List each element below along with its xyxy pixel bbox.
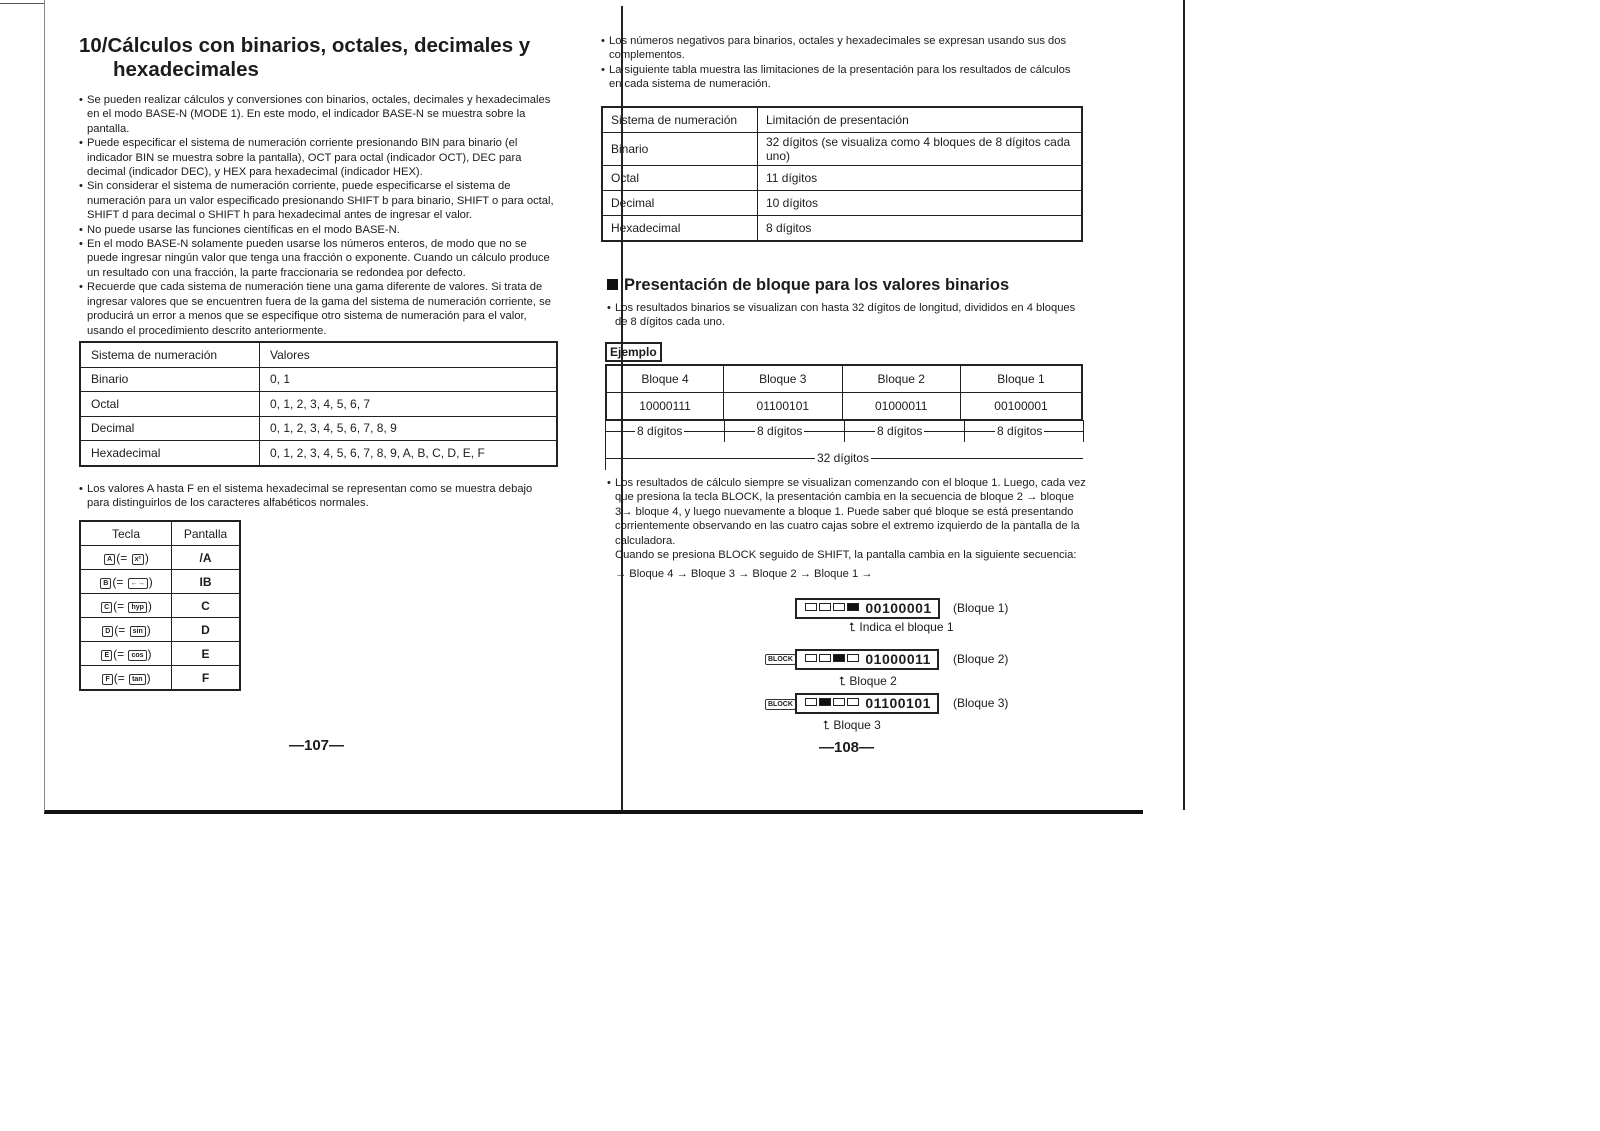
header-valores: Valores	[260, 342, 558, 367]
section-title	[607, 276, 1009, 295]
bullet-1: • Se pueden realizar cálculos y conversiones con binarios, octales, decimales y hexadecimales en el modo BASE-N (MODE 1). En este modo, el indicador BASE-N se muestra sobre la pantalla.	[79, 93, 557, 136]
key-cell: A (= x² )	[80, 546, 172, 570]
block-box-icon	[805, 698, 817, 706]
header-pantalla: Pantalla	[172, 521, 241, 546]
block-key-icon: BLOCK	[765, 654, 796, 665]
table-row	[80, 441, 557, 466]
key-cell: E (= cos )	[80, 642, 172, 666]
table-row	[602, 107, 1082, 133]
display-label: (Bloque 1)	[953, 601, 1009, 615]
key-icon: sin	[130, 626, 146, 637]
title-line-2: hexadecimales	[113, 58, 259, 81]
display-note-text: Bloque 2	[849, 674, 897, 688]
block-box-icon	[847, 698, 859, 706]
display-note	[839, 674, 897, 689]
block-header: Bloque 1	[960, 365, 1082, 393]
cell-limit: 8 dígitos	[758, 216, 1083, 242]
indicator-arrow-icon: ⮤	[839, 674, 850, 688]
table-row	[80, 342, 557, 367]
key-icon: ←→	[128, 578, 148, 589]
hex-note	[79, 482, 557, 511]
header-sistema: Sistema de numeración	[602, 107, 758, 133]
key-cell: F (= tan )	[80, 666, 172, 691]
key-icon: C	[101, 602, 112, 613]
block-header: Bloque 2	[842, 365, 960, 393]
key-table	[79, 520, 241, 691]
page-number-108: —108—	[819, 739, 875, 756]
shift-text: Cuando se presiona BLOCK seguido de SHIFT, la pantalla cambia en la siguiente secuencia:	[615, 549, 1077, 562]
manual-spread	[44, 0, 1143, 814]
block-box-icon	[805, 654, 817, 662]
section-title-text: Presentación de bloque para los valores binarios	[624, 276, 1010, 294]
cell-system: Decimal	[602, 191, 758, 216]
header-sistema: Sistema de numeración	[80, 342, 260, 367]
result-text-block	[607, 476, 1087, 582]
cell-limit: 10 dígitos	[758, 191, 1083, 216]
values-table	[79, 341, 558, 467]
bullet-3: • Sin considerar el sistema de numeración corriente, puede especificarse el sistema de numeración para un valor especificado presionando SHIFT b para binario, SHIFT o para octal, SHIFT d para decimal o SHIFT h para hexadecimal antes de ingresar el valor.	[79, 179, 557, 222]
indicator-arrow-icon: ⮤	[823, 718, 834, 732]
key-icon: E	[101, 650, 112, 661]
display-char: D	[172, 618, 241, 642]
display-note-text: Indica el bloque 1	[859, 620, 954, 634]
block-value: 00100001	[960, 393, 1082, 421]
table-row	[602, 166, 1082, 191]
key-cell: B (= ←→ )	[80, 570, 172, 594]
block-table	[605, 364, 1083, 421]
display-char: IB	[172, 570, 241, 594]
display-char: /A	[172, 546, 241, 570]
block-box-icon	[819, 603, 831, 611]
block-value: 01100101	[724, 393, 842, 421]
display-block-1	[795, 598, 940, 619]
key-icon: D	[102, 626, 113, 637]
bullet-2: • Puede especificar el sistema de numeración corriente presionando BIN para binario (el indicador BIN se muestra sobre la pantalla), OCT para octal (indicador OCT), DEC para decimal (indicador DEC), y HEX para hexadecimal (indicador HEX).	[79, 136, 557, 179]
cell-system: Octal	[602, 166, 758, 191]
table-row	[606, 393, 1082, 421]
cell-system: Octal	[80, 392, 260, 417]
digits-label: 8 dígitos	[637, 424, 683, 438]
table-row	[80, 618, 240, 642]
key-icon: F	[102, 674, 112, 685]
cell-system: Hexadecimal	[602, 216, 758, 242]
block-key-icon: BLOCK	[765, 699, 796, 710]
key-icon: tan	[129, 674, 146, 685]
cell-system: Binario	[602, 133, 758, 166]
cell-limit: 32 dígitos (se visualiza como 4 bloques de 8 dígitos cada uno)	[758, 133, 1083, 166]
block-value: 01000011	[842, 393, 960, 421]
block-value: 10000111	[606, 393, 724, 421]
key-icon: B	[100, 578, 111, 589]
block-box-icon	[833, 603, 845, 611]
digits-label: 8 dígitos	[877, 424, 923, 438]
display-char: E	[172, 642, 241, 666]
table-row	[80, 367, 557, 392]
table-row	[602, 191, 1082, 216]
arrow-tick	[724, 420, 725, 442]
header-tecla: Tecla	[80, 521, 172, 546]
intro-bullets	[79, 93, 557, 338]
block-box-filled-icon	[819, 698, 831, 706]
indicator-arrow-icon: ⮤	[849, 620, 860, 634]
bullet-limits: • La siguiente tabla muestra las limitaciones de la presentación para los resultados de cálculos en cada sistema de numeración.	[601, 63, 1083, 92]
key-cell: C (= hyp )	[80, 594, 172, 618]
key-icon: hyp	[128, 602, 146, 613]
table-row	[602, 216, 1082, 242]
square-bullet-icon	[607, 279, 618, 290]
header-limitacion: Limitación de presentación	[758, 107, 1083, 133]
key-icon: x²	[132, 554, 144, 565]
top-margin-line	[0, 3, 44, 4]
cell-system: Hexadecimal	[80, 441, 260, 466]
title-line-1: 10/Cálculos con binarios, octales, decimales y	[79, 34, 531, 57]
arrow-tick	[1083, 420, 1084, 442]
arrow-tick	[964, 420, 965, 442]
section-bullet	[607, 301, 1085, 330]
table-row	[606, 365, 1082, 393]
cell-values: 0, 1, 2, 3, 4, 5, 6, 7, 8, 9	[260, 416, 558, 441]
block-header: Bloque 4	[606, 365, 724, 393]
display-label: (Bloque 2)	[953, 652, 1009, 666]
chapter-title	[79, 34, 569, 82]
cell-values: 0, 1, 2, 3, 4, 5, 6, 7	[260, 392, 558, 417]
block-box-icon	[847, 654, 859, 662]
table-row	[80, 570, 240, 594]
block-box-icon	[833, 698, 845, 706]
result-text: • Los resultados de cálculo siempre se visualizan comenzando con el bloque 1. Luego, cada vez que presiona la tecla BLOCK, la presentación cambia en la secuencia de bloque 2 → bloque 3→ bloque 4, y luego nuevamente a bloque 1. Puede saber qué bloque se está presentando corrientemente observando en las cuatro cajas sobre el extremo izquierdo de la pantalla de la calculadora.	[607, 476, 1087, 548]
table-row	[80, 546, 240, 570]
display-block-2	[795, 649, 939, 670]
display-note	[823, 718, 881, 733]
cell-system: Decimal	[80, 416, 260, 441]
table-row	[80, 392, 557, 417]
display-value: 01100101	[865, 695, 931, 711]
table-row	[602, 133, 1082, 166]
display-label: (Bloque 3)	[953, 696, 1009, 710]
cell-system: Binario	[80, 367, 260, 392]
block-box-filled-icon	[833, 654, 845, 662]
page-number-107: —107—	[289, 737, 345, 754]
key-cell: D (= sin )	[80, 618, 172, 642]
block-box-icon	[805, 603, 817, 611]
display-char: F	[172, 666, 241, 691]
right-intro-bullets	[601, 34, 1083, 92]
bullet-4: • No puede usarse las funciones científicas en el modo BASE-N.	[79, 223, 557, 237]
limits-table	[601, 106, 1083, 242]
example-label: Ejemplo	[605, 342, 662, 362]
display-value: 01000011	[865, 651, 931, 667]
display-value: 00100001	[865, 600, 932, 616]
cell-values: 0, 1	[260, 367, 558, 392]
table-row	[80, 521, 240, 546]
arrow-tick	[605, 420, 606, 470]
bullet-6: • Recuerde que cada sistema de numeración tiene una gama diferente de valores. Si trata de ingresar valores que se encuentren fuera de la gama del sistema de numeración corriente, se producirá un error a menos que se especifique otro sistema de numeración para el valor, usando el procedimiento descrito anteriormente.	[79, 280, 557, 338]
key-icon: A	[104, 554, 115, 565]
key-icon: cos	[128, 650, 146, 661]
bullet-5: • En el modo BASE-N solamente pueden usarse los números enteros, de modo que no se puede ingresar ningún valor que tenga una fracción o exponente. Cuando un cálculo produce un resultado con una fracción, la parte fraccionaria se redondea por defecto.	[79, 237, 557, 280]
display-char: C	[172, 594, 241, 618]
cell-limit: 11 dígitos	[758, 166, 1083, 191]
table-row	[80, 416, 557, 441]
cell-values: 0, 1, 2, 3, 4, 5, 6, 7, 8, 9, A, B, C, D, E, F	[260, 441, 558, 466]
block-box-icon	[819, 654, 831, 662]
digits-label: 8 dígitos	[757, 424, 803, 438]
sequence-text: → Bloque 4 → Bloque 3 → Bloque 2 → Bloque 1 →	[615, 568, 873, 581]
section-bullet-text: • Los resultados binarios se visualizan con hasta 32 dígitos de longitud, divididos en 4 bloques de 8 dígitos cada uno.	[607, 301, 1085, 330]
display-block-3	[795, 693, 939, 714]
block-box-filled-icon	[847, 603, 859, 611]
hex-note-text: • Los valores A hasta F en el sistema hexadecimal se representan como se muestra debajo para distinguirlos de los caracteres alfabéticos normales.	[79, 482, 557, 511]
display-note-text: Bloque 3	[833, 718, 881, 732]
arrow-tick	[844, 420, 845, 442]
table-row	[80, 642, 240, 666]
total-label: 32 dígitos	[817, 451, 870, 465]
table-row	[80, 594, 240, 618]
block-header: Bloque 3	[724, 365, 842, 393]
bullet-negatives: • Los números negativos para binarios, octales y hexadecimales se expresan usando sus dos complementos.	[601, 34, 1083, 63]
digits-label: 8 dígitos	[997, 424, 1043, 438]
display-note	[849, 620, 954, 635]
page-edge	[1183, 0, 1185, 810]
table-row	[80, 666, 240, 691]
